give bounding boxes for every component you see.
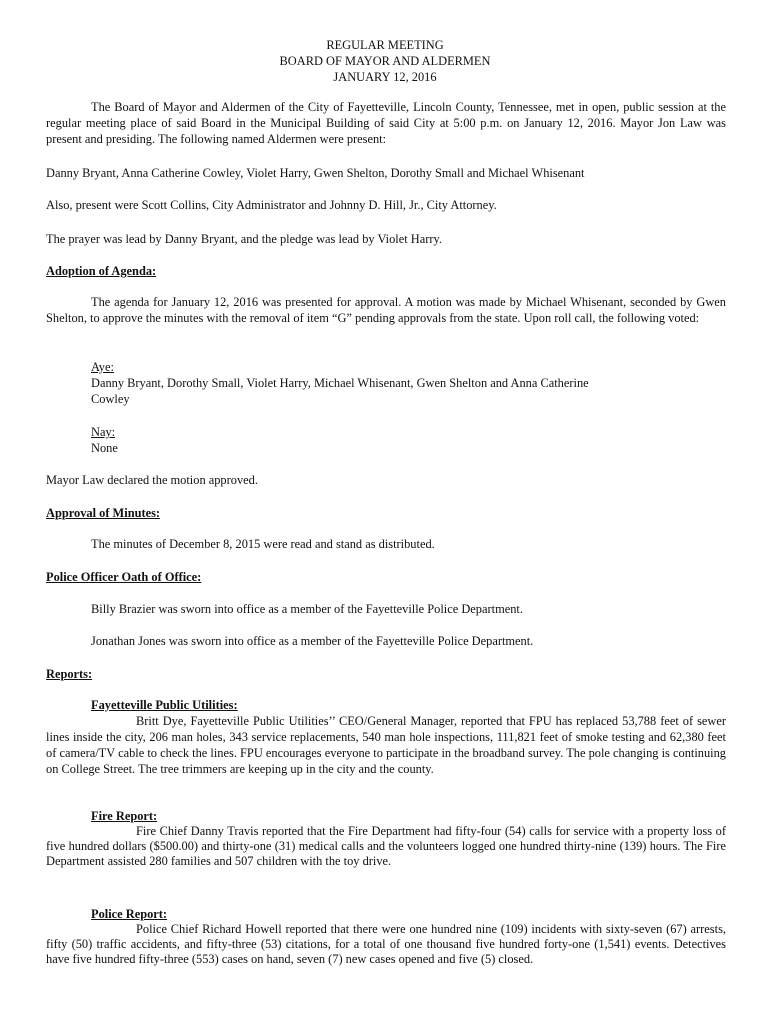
reports-heading: Reports: (46, 667, 93, 681)
aye-voters-line: Danny Bryant, Dorothy Small, Violet Harry, Michael Whisenant, Gwen Shelton and Anna Catherine (91, 376, 589, 390)
intro-paragraph: The Board of Mayor and Aldermen of the City of Fayetteville, Lincoln County, Tennessee, met in open, public session at the regular meeting place of said Board in the Municipal Building of said City at 5:00 p.m. on January 12, 2016. Mayor Jon Law was present and presiding. The following named Aldermen were present: (46, 100, 726, 146)
police-report (46, 907, 726, 967)
also-present-paragraph: Also, present were Scott Collins, City Administrator and Johnny D. Hill, Jr., City Attorney. (46, 198, 497, 212)
fire-report (46, 809, 726, 869)
agenda-heading: Adoption of Agenda: (46, 264, 157, 278)
oath-line: Billy Brazier was sworn into office as a member of the Fayetteville Police Department. (91, 602, 523, 616)
title-line: JANUARY 12, 2016 (333, 70, 437, 84)
nay-voters: None (91, 441, 118, 455)
fpu-paragraph: Britt Dye, Fayetteville Public Utilities’’ CEO/General Manager, reported that FPU has replaced 53,788 feet of sewer lines inside the city, 206 man holes, 343 service replacements, 540 man hole inspections, 111,821 feet of smoke testing and 62,380 feet of camera/TV cable to check the lines. FPU encourages everyone to participate in the broadband survey. The pole changing is continuing on College Street. The tree trimmers are keeping up in the city and the county. (46, 714, 726, 776)
aye-voters (91, 375, 731, 407)
motion-result: Mayor Law declared the motion approved. (46, 473, 258, 487)
agenda-paragraph: The agenda for January 12, 2016 was presented for approval. A motion was made by Michael Whisenant, seconded by Gwen Shelton, to approve the minutes with the removal of item “G” pending approvals from the state. Upon roll call, the following voted: (46, 295, 726, 325)
police-heading: Police Report: (91, 907, 168, 921)
aldermen-list: Danny Bryant, Anna Catherine Cowley, Violet Harry, Gwen Shelton, Dorothy Small and Michael Whisenant (46, 166, 585, 180)
fpu-report (46, 697, 726, 777)
fpu-heading: Fayetteville Public Utilities: (91, 698, 238, 712)
aye-label: Aye: (91, 360, 114, 374)
police-paragraph: Police Chief Richard Howell reported that there were one hundred nine (109) incidents with sixty-seven (67) arrests, fifty (50) traffic accidents, and fifty-three (53) citations, for a total of one thousand five hundred forty-one (1,541) events. Detectives have five hundred fifty-three (553) cases on hand, seven (7) new cases opened and five (5) closed. (46, 922, 726, 966)
aye-voters-line: Cowley (91, 392, 130, 406)
nay-label: Nay: (91, 425, 116, 439)
fire-paragraph: Fire Chief Danny Travis reported that the Fire Department had fifty-four (54) calls for service with a property loss of five hundred dollars ($500.00) and thirty-one (31) medical calls and the volunteers logged one hundred thirty-nine (139) hours. The Fire Department assisted 280 families and 507 children with the toy drive. (46, 824, 726, 868)
oath-heading: Police Officer Oath of Office: (46, 570, 202, 584)
oath-line: Jonathan Jones was sworn into office as a member of the Fayetteville Police Department. (91, 634, 534, 648)
minutes-heading: Approval of Minutes: (46, 506, 161, 520)
prayer-paragraph: The prayer was lead by Danny Bryant, and the pledge was lead by Violet Harry. (46, 232, 442, 246)
document-title (0, 37, 770, 85)
fire-heading: Fire Report: (91, 809, 158, 823)
title-line: BOARD OF MAYOR AND ALDERMEN (279, 54, 491, 68)
minutes-paragraph: The minutes of December 8, 2015 were read and stand as distributed. (91, 537, 435, 551)
title-line: REGULAR MEETING (326, 38, 444, 52)
